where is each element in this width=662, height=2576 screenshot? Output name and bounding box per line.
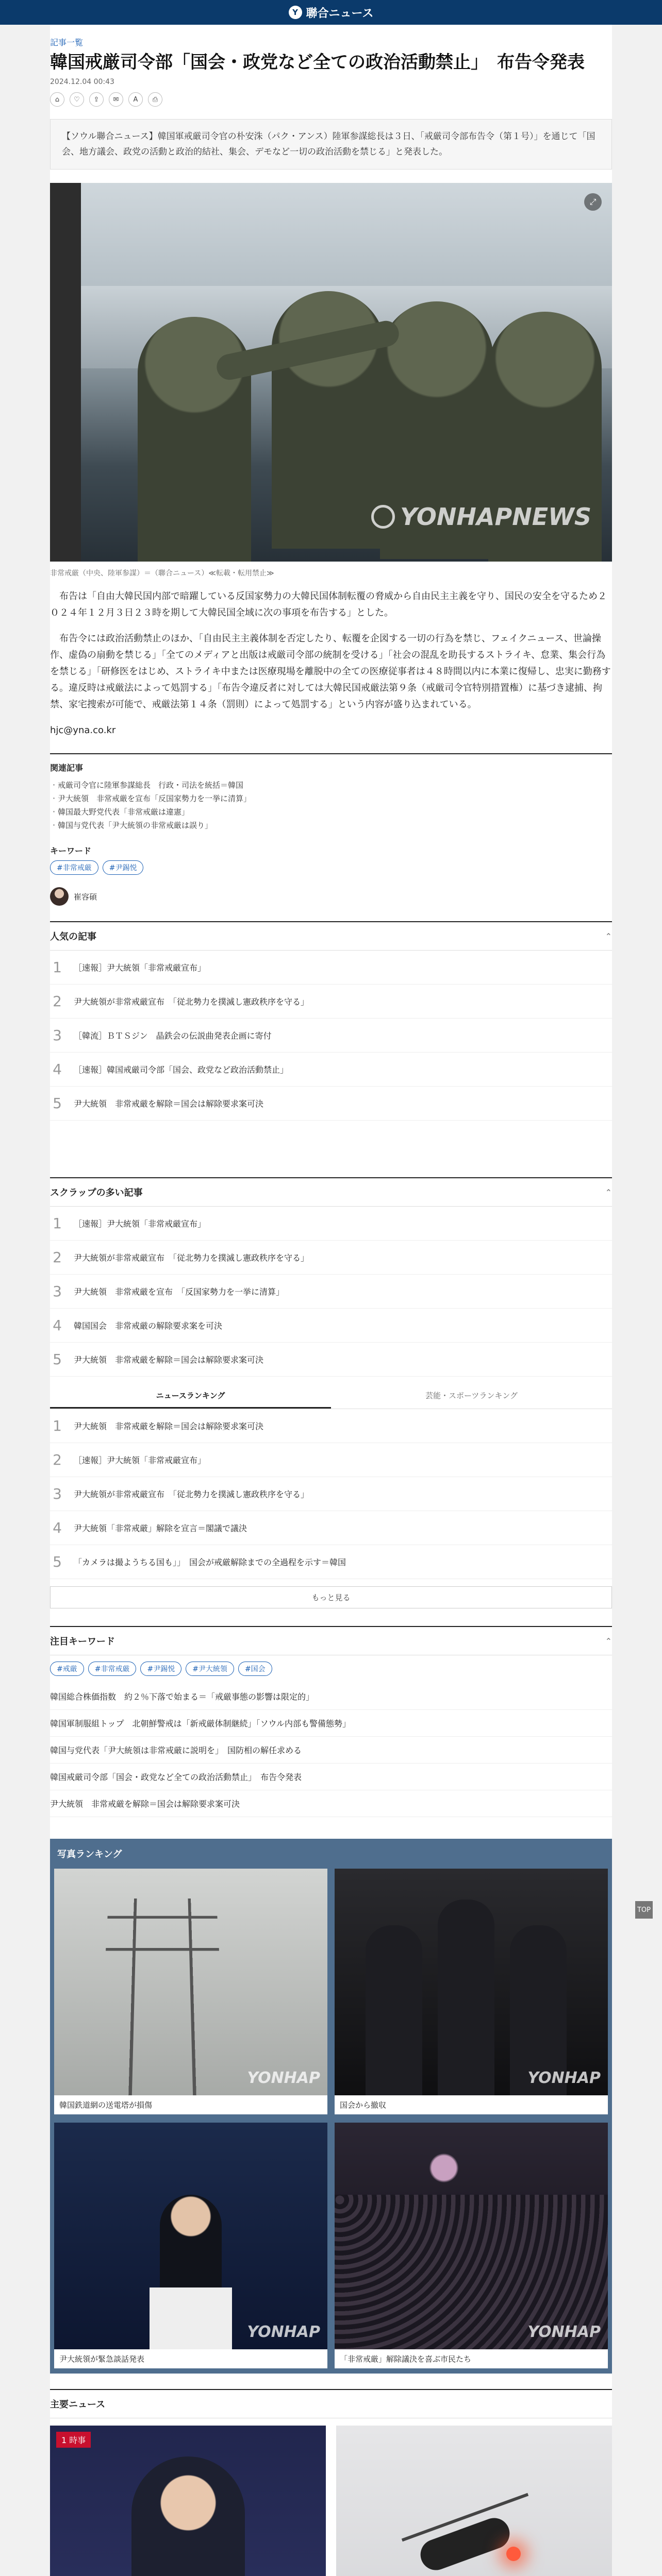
zoom-icon[interactable]: ⤢ bbox=[584, 193, 602, 211]
related-item[interactable]: ・ 戒厳司令官に陸軍参謀総長 行政・司法を統括＝韓国 bbox=[50, 778, 612, 792]
speaker-figure bbox=[131, 2456, 245, 2576]
news-thumbnail bbox=[336, 2426, 612, 2576]
article-tools bbox=[50, 92, 612, 107]
breadcrumb[interactable]: 記事一覧 bbox=[50, 38, 84, 47]
list-item[interactable]: 5 尹大統領 非常戒厳を解除＝国会は解除要求案可決 bbox=[50, 1343, 612, 1377]
related-item[interactable]: ・ 尹大統領 非常戒厳を宣布「反国家勢力を一挙に清算」 bbox=[50, 792, 612, 805]
podium-shape bbox=[150, 2287, 232, 2349]
list-item[interactable]: 韓国総合株価指数 約２％下落で始まる＝「戒厳事態の影響は限定的」 bbox=[50, 1683, 612, 1710]
photo-thumbnail bbox=[54, 2123, 327, 2349]
list-item[interactable]: 1 ［速報］尹大統領「非常戒厳宣布」 bbox=[50, 1207, 612, 1241]
item-text: ［速報］尹大統領「非常戒厳宣布」 bbox=[74, 1455, 206, 1465]
list-item[interactable]: 1 尹大統領 非常戒厳を解除＝国会は解除要求案可決 bbox=[50, 1409, 612, 1443]
section-title: 主要ニュース bbox=[50, 2399, 106, 2410]
article-paragraph: 布告は「自由大韓民国内部で暗躍している反国家勢力の大韓民国体制転覆の脅威から自由民主主義を守り、国民の安全を守るため２０２４年１２月３日２３時を期して大韓民国全域に次の事項を布告する」とした。 bbox=[50, 591, 607, 618]
list-item[interactable]: 2 尹大統領が非常戒厳宣布 「従北勢力を撲滅し憲政秩序を守る」 bbox=[50, 1241, 612, 1275]
list-item[interactable]: 3 ［韓流］ＢＴＳジン 晶鉄会の伝説曲発表企画に寄付 bbox=[50, 1019, 612, 1053]
keyword-tag[interactable]: #非常戒厳 bbox=[88, 1662, 137, 1676]
list-item[interactable]: 4 尹大統領「非常戒厳」解除を宣言＝閣議で議決 bbox=[50, 1511, 612, 1545]
scrap-articles bbox=[50, 1177, 612, 1377]
article-title: 韓国戒厳司令部「国会・政党など全ての政治活動禁止」 布告令発表 bbox=[50, 52, 585, 73]
item-text: 尹大統領 非常戒厳を解除＝国会は解除要求案可決 bbox=[74, 1099, 264, 1109]
helicopter-shape bbox=[416, 2514, 514, 2574]
section-title: 写真ランキング bbox=[57, 1849, 122, 1860]
site-title[interactable]: 聯合ニュース bbox=[306, 7, 374, 20]
photo-title: 「非常戒厳」解除議決を喜ぶ市民たち bbox=[335, 2349, 608, 2368]
photo-card[interactable] bbox=[54, 1869, 327, 2114]
item-text: 尹大統領 非常戒厳を解除＝国会は解除要求案可決 bbox=[74, 1421, 264, 1431]
photo-card[interactable] bbox=[335, 1869, 608, 2114]
photo-window-frame bbox=[50, 183, 81, 562]
list-item[interactable]: 3 尹大統領が非常戒厳宣布 「従北勢力を撲滅し憲政秩序を守る」 bbox=[50, 1477, 612, 1511]
item-text: ［韓流］ＢＴＳジン 晶鉄会の伝説曲発表企画に寄付 bbox=[74, 1031, 272, 1041]
news-card[interactable] bbox=[336, 2426, 612, 2576]
item-text: ［速報］尹大統領「非常戒厳宣布」 bbox=[74, 1219, 206, 1229]
keyword-tag[interactable]: #非常戒厳 bbox=[50, 860, 98, 875]
yonhap-mark-icon bbox=[371, 505, 395, 529]
avatar bbox=[50, 887, 69, 906]
list-item[interactable]: 5 尹大統領 非常戒厳を解除＝国会は解除要求案可決 bbox=[50, 1087, 612, 1121]
photo-caption: 非常戒厳（中央、陸軍参謀）＝（聯合ニュース）≪転載・転用禁止≫ bbox=[50, 569, 274, 578]
news-thumbnail bbox=[50, 2426, 326, 2576]
list-item[interactable]: 4 韓国国会 非常戒厳の解除要求案を可決 bbox=[50, 1309, 612, 1343]
watermark-text: YONHAP bbox=[247, 2069, 320, 2087]
news-card[interactable] bbox=[50, 2426, 326, 2576]
photo-card[interactable] bbox=[54, 2123, 327, 2368]
main-news bbox=[50, 2389, 612, 2576]
chevron-up-icon[interactable]: ⌃ bbox=[605, 1187, 612, 1197]
article-date: 2024.12.04 00:43 bbox=[50, 78, 114, 86]
reporter-name: 崔容碩 bbox=[74, 892, 97, 902]
item-text: ［速報］尹大統領「非常戒厳宣布」 bbox=[74, 963, 206, 973]
list-item[interactable]: 韓国与党代表「尹大統領は非常戒厳に説明を」 国防相の解任求める bbox=[50, 1737, 612, 1764]
related-item[interactable]: ・ 韓国最大野党代表「非常戒厳は違憲」 bbox=[50, 805, 612, 819]
section-title: 注目キーワード bbox=[50, 1636, 115, 1647]
watermark-text: YONHAP bbox=[527, 2069, 601, 2087]
more-button[interactable]: もっと見る bbox=[50, 1586, 612, 1608]
chevron-up-icon[interactable]: ⌃ bbox=[605, 1636, 612, 1646]
news-ranking bbox=[50, 1384, 612, 1608]
item-text: 「カメラは撮ようちる国も」」 国会が戒厳解除までの全過程を示す＝韓国 bbox=[74, 1557, 346, 1567]
item-text: 尹大統領が非常戒厳宣布 「従北勢力を撲滅し憲政秩序を守る」 bbox=[74, 1253, 309, 1263]
font-size-icon[interactable]: A bbox=[128, 92, 143, 107]
site-header bbox=[0, 0, 662, 25]
list-item[interactable]: 5 「カメラは撮ようちる国も」」 国会が戒厳解除までの全過程を示す＝韓国 bbox=[50, 1545, 612, 1579]
pylon-shape bbox=[128, 1899, 196, 2095]
share-icon[interactable]: ⇪ bbox=[89, 92, 104, 107]
tab-entertainment-ranking[interactable]: 芸能・スポーツランキング bbox=[425, 1391, 518, 1400]
article-photo[interactable] bbox=[50, 183, 612, 562]
print-icon[interactable]: ⎙ bbox=[148, 92, 162, 107]
scroll-top-button[interactable]: TOP bbox=[635, 1901, 653, 1919]
item-text: 尹大統領 非常戒厳を解除＝国会は解除要求案可決 bbox=[74, 1355, 264, 1365]
watermark-text: YONHAP bbox=[527, 2323, 601, 2341]
photo-card[interactable] bbox=[335, 2123, 608, 2368]
keyword-tag[interactable]: #国会 bbox=[238, 1662, 272, 1676]
photo-ranking bbox=[50, 1839, 612, 2374]
item-text: 韓国国会 非常戒厳の解除要求案を可決 bbox=[74, 1321, 223, 1331]
notable-keywords bbox=[50, 1626, 612, 1823]
related-articles bbox=[50, 753, 612, 832]
chevron-up-icon[interactable]: ⌃ bbox=[605, 931, 612, 941]
item-text: ［速報］韓国戒厳司令部「国会、政党など政治活動禁止」 bbox=[74, 1065, 289, 1075]
keywords bbox=[50, 844, 612, 875]
section-title: 人気の記事 bbox=[50, 931, 96, 942]
keyword-tag[interactable]: #尹大統領 bbox=[186, 1662, 234, 1676]
photo-title: 韓国鉄道網の送電塔が損傷 bbox=[54, 2095, 327, 2114]
related-title: 関連記事 bbox=[50, 763, 84, 773]
mail-icon[interactable]: ✉ bbox=[109, 92, 123, 107]
list-item[interactable]: 2 ［速報］尹大統領「非常戒厳宣布」 bbox=[50, 1443, 612, 1477]
soldier-figure bbox=[438, 1900, 494, 2095]
keyword-tag[interactable]: #尹錫悦 bbox=[103, 860, 144, 875]
article-lead: 【ソウル聯合ニュース】韓国軍戒厳司令官の朴安洙（パク・アンス）陸軍参謀総長は３日、「戒厳司令部布告令（第１号）」を通じて「国会、地方議会、政党の活動と政治的結社、集会、デモなど一切の政治活動を禁じる」と発表した。 bbox=[50, 119, 612, 170]
section-title: スクラップの多い記事 bbox=[50, 1188, 143, 1198]
like-icon[interactable]: ♡ bbox=[70, 92, 84, 107]
photo-thumbnail bbox=[335, 1869, 608, 2095]
list-item[interactable]: 尹大統領 非常戒厳を解除＝国会は解除要求案可決 bbox=[50, 1790, 612, 1817]
list-item[interactable]: 韓国戒厳司令部「国会・政党など全ての政治活動禁止」 布告令発表 bbox=[50, 1764, 612, 1790]
channel-badge: 1 時事 bbox=[56, 2432, 91, 2448]
item-text: 尹大統領「非常戒厳」解除を宣言＝閣議で議決 bbox=[74, 1523, 247, 1533]
item-text: 尹大統領が非常戒厳宣布 「従北勢力を撲滅し憲政秩序を守る」 bbox=[74, 1489, 309, 1499]
article-paragraph: 布告令には政治活動禁止のほか、「自由民主主義体制を否定したり、転覆を企図する一切の行為を禁じ、フェイクニュース、世論操作、虚偽の扇動を禁じる」「全てのメディアと出版は戒厳司令部の統制を受ける」「社会の混乱を助長するストライキ、怠業、集会行為を禁じる」「研修医をはじめ、ストライキ中または医療現場を離脱中の全ての医療従事者は４８時間以内に本業に復帰し、忠実に勤務する。違反時は戒厳法によって処罰する」「布告令違反者に対しては大韓民国戒厳法第９条（戒厳司令官特別措置権）に基づき逮捕、拘禁、家宅捜索が可能で、戒厳法第１４条（罰則）によって処罰する」という内容が盛り込まれている。 bbox=[50, 633, 611, 710]
photo-thumbnail bbox=[54, 1869, 327, 2095]
light-shape bbox=[506, 2547, 521, 2561]
photo-watermark bbox=[371, 503, 591, 531]
reporter[interactable] bbox=[50, 887, 612, 906]
yonhap-logo-icon[interactable]: Y bbox=[289, 6, 302, 19]
item-text: 尹大統領 非常戒厳を宣布 「反国家勢力を一挙に清算」 bbox=[74, 1287, 285, 1297]
keyword-title: キーワード bbox=[50, 846, 92, 856]
list-item[interactable]: 韓国軍制服組トップ 北朝鮮警戒は「新戒厳体制継続」「ソウル内部も警備態勢」 bbox=[50, 1710, 612, 1737]
related-item[interactable]: ・ 韓国与党代表「尹大統領の非常戒厳は誤り」 bbox=[50, 819, 612, 832]
home-icon[interactable]: ⌂ bbox=[50, 92, 64, 107]
soldier-figure bbox=[366, 1925, 422, 2095]
keyword-tag[interactable]: #尹錫悦 bbox=[140, 1662, 181, 1676]
photo-thumbnail bbox=[335, 2123, 608, 2349]
reporter-email: hjc@yna.co.kr bbox=[50, 725, 116, 736]
watermark-text: YONHAP bbox=[247, 2323, 320, 2341]
tab-news-ranking[interactable]: ニュースランキング bbox=[50, 1384, 331, 1409]
article bbox=[50, 25, 612, 906]
page-container bbox=[50, 25, 612, 2576]
list-item[interactable]: 1 ［速報］尹大統領「非常戒厳宣布」 bbox=[50, 951, 612, 985]
list-item[interactable]: 4 ［速報］韓国戒厳司令部「国会、政党など政治活動禁止」 bbox=[50, 1053, 612, 1087]
watermark-text: YONHAPNEWS bbox=[400, 503, 591, 531]
photo-title: 尹大統領が緊急談話発表 bbox=[54, 2349, 327, 2368]
popular-articles bbox=[50, 921, 612, 1121]
photo-title: 国会から撤収 bbox=[335, 2095, 608, 2114]
list-item[interactable]: 3 尹大統領 非常戒厳を宣布 「反国家勢力を一挙に清算」 bbox=[50, 1275, 612, 1309]
list-item[interactable]: 2 尹大統領が非常戒厳宣布 「従北勢力を撲滅し憲政秩序を守る」 bbox=[50, 985, 612, 1019]
keyword-tag[interactable]: #戒厳 bbox=[50, 1662, 84, 1676]
item-text: 尹大統領が非常戒厳宣布 「従北勢力を撲滅し憲政秩序を守る」 bbox=[74, 997, 309, 1007]
article-body bbox=[50, 588, 612, 739]
